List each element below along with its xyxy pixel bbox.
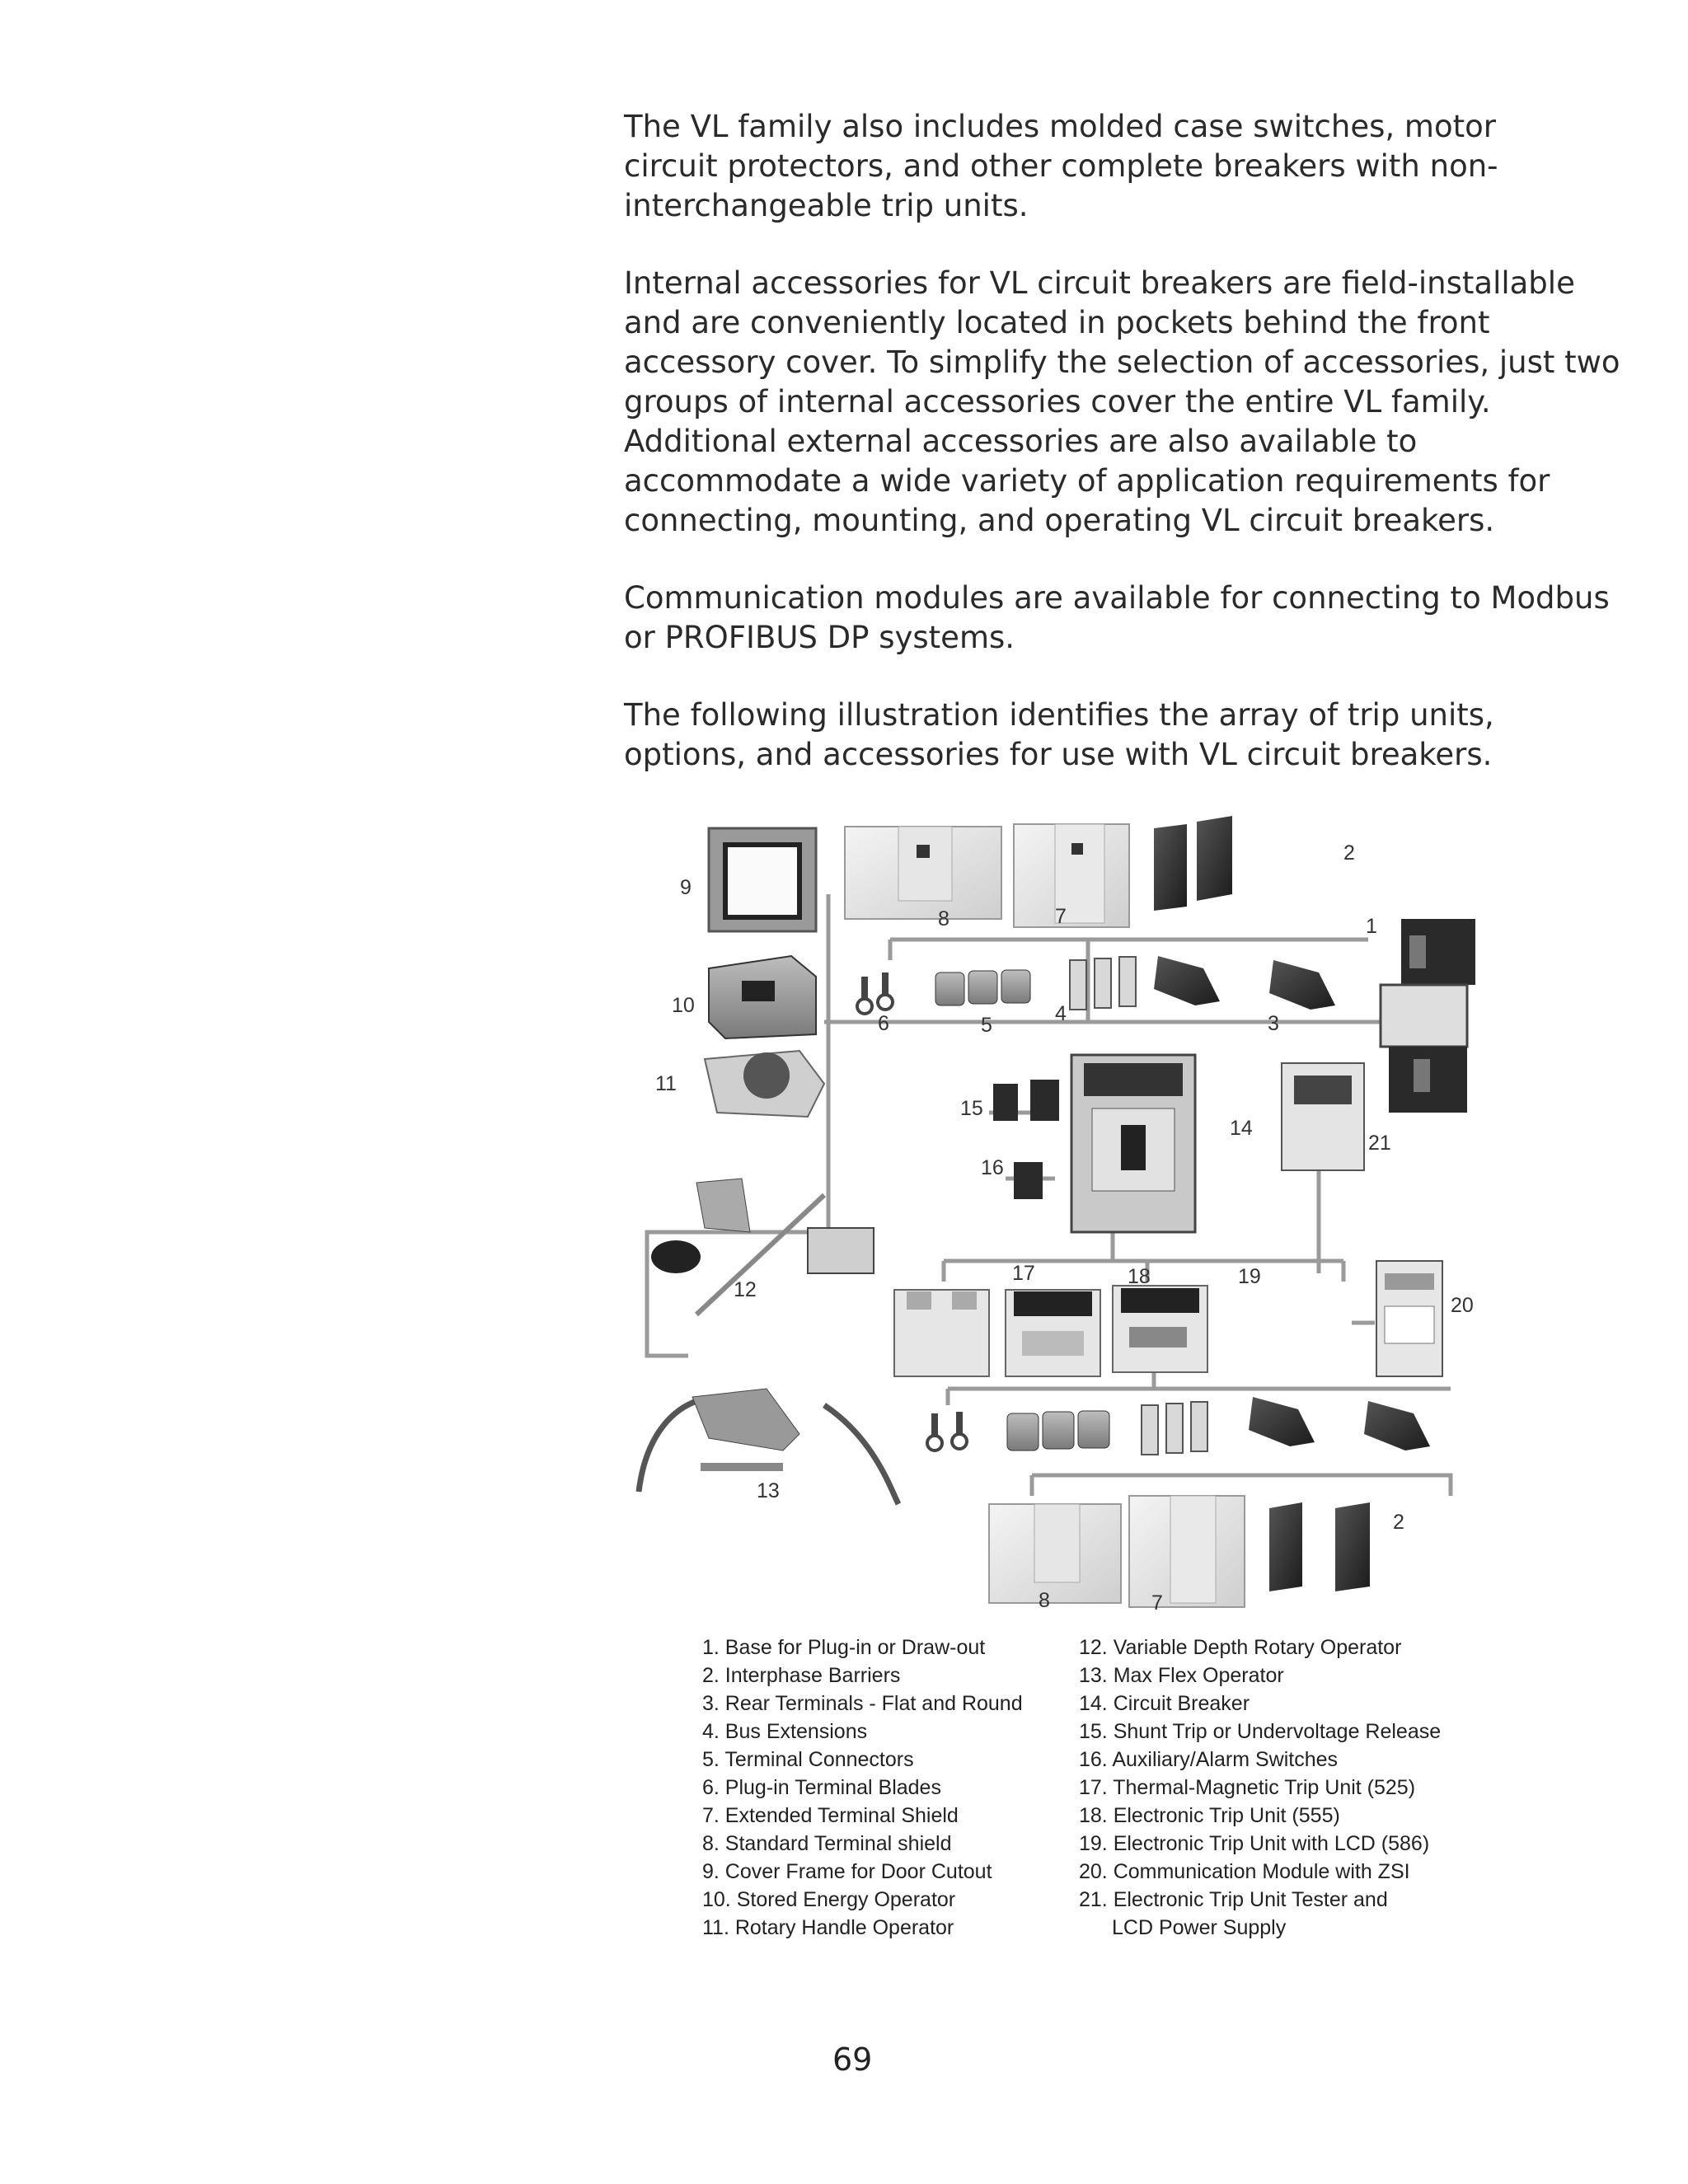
callout-7-lower: 7 [1151, 1591, 1163, 1611]
legend-item: 19. Electronic Trip Unit with LCD (586) [1079, 1832, 1430, 1855]
legend-item: LCD Power Supply [1112, 1916, 1287, 1939]
legend-item: 15. Shunt Trip or Undervoltage Release [1079, 1720, 1442, 1743]
paragraph-3: Communication modules are available for connecting to Modbus or PROFIBUS DP systems. [624, 580, 1610, 655]
legend-item: 1. Base for Plug-in or Draw-out [702, 1636, 986, 1659]
standard-shield-illustration [845, 827, 1001, 919]
legend-item: 14. Circuit Breaker [1079, 1692, 1250, 1715]
callout-18: 18 [1128, 1265, 1151, 1288]
interphase-barriers-illustration [1154, 816, 1232, 911]
callout-17: 17 [1012, 1262, 1035, 1285]
legend-left [702, 1633, 1023, 1942]
plug-in-blades-illustration [857, 972, 893, 1014]
terminal-connectors-illustration [935, 970, 1030, 1005]
callout-1: 1 [1366, 915, 1377, 938]
legend-item: 11. Rotary Handle Operator [702, 1916, 954, 1939]
legend-item: 7. Extended Terminal Shield [702, 1804, 959, 1827]
lower-bus-extensions-illustration [1142, 1402, 1207, 1455]
circuit-breaker-illustration [1071, 1055, 1195, 1232]
legend-item: 9. Cover Frame for Door Cutout [702, 1860, 992, 1883]
legend-item: 13. Max Flex Operator [1079, 1664, 1284, 1687]
lower-rear-terminals-illustration [1249, 1397, 1430, 1451]
body-text [624, 107, 1620, 813]
callout-9: 9 [680, 876, 692, 899]
legend-item: 6. Plug-in Terminal Blades [702, 1776, 941, 1799]
callout-6: 6 [878, 1012, 889, 1035]
callout-20: 20 [1451, 1294, 1474, 1317]
legend-item: 2. Interphase Barriers [702, 1664, 901, 1687]
callout-13: 13 [757, 1479, 780, 1502]
callout-19: 19 [1238, 1265, 1261, 1288]
legend-item: 16. Auxiliary/Alarm Switches [1079, 1748, 1339, 1771]
paragraph-2: Internal accessories for VL circuit breakers are field-installable and are conveniently located in pockets behind the front accessory cover. To simplify the selection of accessories, just two groups of internal accessories cover the entire VL family. Additional external accessories are also available to accommodate a wide variety of application requirements for connecting, mounting, and operating VL circuit breakers. [624, 265, 1620, 538]
lower-standard-shield-illustration [989, 1504, 1121, 1603]
callout-8: 8 [938, 907, 950, 930]
rear-terminals-illustration [1154, 956, 1335, 1010]
callout-14: 14 [1230, 1117, 1253, 1140]
legend-item: 12. Variable Depth Rotary Operator [1079, 1636, 1402, 1659]
legend-item: 4. Bus Extensions [702, 1720, 868, 1743]
lower-barriers-illustration [1269, 1502, 1370, 1591]
callout-8-lower: 8 [1039, 1589, 1050, 1611]
auxiliary-switch-illustration [1014, 1162, 1043, 1199]
callout-12: 12 [734, 1278, 757, 1301]
callout-15: 15 [960, 1097, 983, 1120]
callout-7: 7 [1055, 905, 1067, 928]
lower-plug-in-blades-illustration [927, 1412, 967, 1451]
plug-in-base-illustration [1381, 919, 1475, 1113]
variable-depth-rotary-illustration [651, 1179, 874, 1315]
callout-3: 3 [1268, 1012, 1279, 1035]
callout-4: 4 [1055, 1002, 1067, 1025]
callout-numbers [655, 841, 1474, 1611]
communication-module-illustration [1376, 1261, 1442, 1376]
paragraph-1: The VL family also includes molded case switches, motor circuit protectors, and other complete breakers with non- interchangeable trip units. [624, 109, 1498, 223]
callout-10: 10 [672, 994, 695, 1017]
lower-terminal-connectors-illustration [1007, 1411, 1109, 1451]
page-number: 69 [832, 2041, 873, 2078]
legend-item: 18. Electronic Trip Unit (555) [1079, 1804, 1340, 1827]
legend-item: 3. Rear Terminals - Flat and Round [702, 1692, 1023, 1715]
legend-item: 5. Terminal Connectors [702, 1748, 914, 1771]
legend-item: 10. Stored Energy Operator [702, 1888, 956, 1911]
paragraph-4: The following illustration identifies the array of trip units, options, and accessories for use with VL circuit breakers. [624, 697, 1494, 772]
cover-frame-illustration [709, 828, 816, 931]
thermal-magnetic-trip-unit-illustration [894, 1290, 989, 1376]
trip-unit-tester-illustration [1282, 1063, 1364, 1170]
lcd-trip-unit-illustration [1113, 1286, 1207, 1372]
legend-item: 17. Thermal-Magnetic Trip Unit (525) [1079, 1776, 1416, 1799]
accessories-illustration [626, 812, 1484, 1611]
rotary-handle-illustration [705, 1051, 824, 1117]
legend-item: 21. Electronic Trip Unit Tester and [1079, 1888, 1388, 1911]
callout-5: 5 [981, 1014, 992, 1037]
stored-energy-operator-illustration [709, 956, 816, 1038]
lower-extended-shield-illustration [1129, 1496, 1245, 1607]
legend-right [1079, 1633, 1441, 1942]
legend-item: 20. Communication Module with ZSI [1079, 1860, 1410, 1883]
bus-extensions-illustration [1070, 957, 1136, 1010]
callout-11: 11 [655, 1072, 677, 1095]
callout-21: 21 [1368, 1132, 1391, 1155]
callout-2: 2 [1343, 841, 1355, 865]
extended-shield-illustration [1014, 824, 1129, 927]
callout-2-lower: 2 [1393, 1511, 1404, 1534]
legend-item: 8. Standard Terminal shield [702, 1832, 952, 1855]
callout-16: 16 [981, 1156, 1004, 1179]
electronic-trip-unit-illustration [1006, 1290, 1100, 1376]
